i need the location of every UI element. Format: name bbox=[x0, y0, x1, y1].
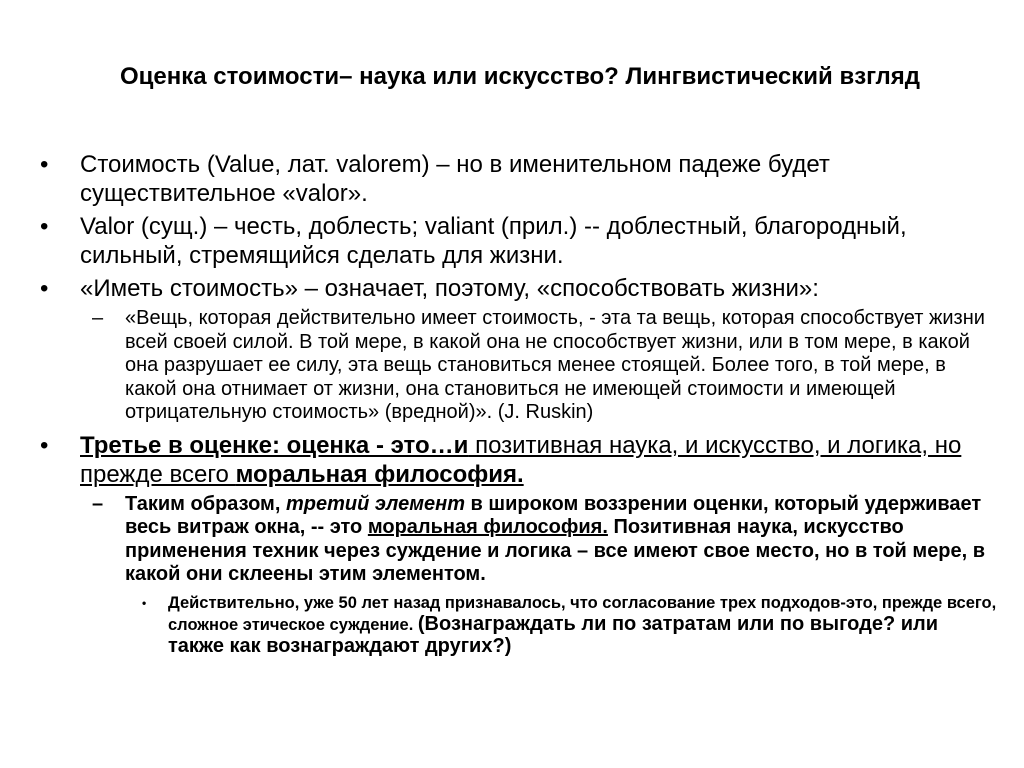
emphasis-moral-philosophy: моральная философия. bbox=[235, 460, 524, 488]
bullet-text bbox=[80, 432, 961, 488]
sub-bullet-ruskin-quote bbox=[0, 307, 995, 425]
bullet-icon: • bbox=[40, 431, 49, 459]
slide-title: Оценка стоимости– наука или искусство? Лингвистический взгляд bbox=[119, 63, 921, 90]
bullet-icon: • bbox=[40, 151, 49, 178]
bullet-text: «Иметь стоимость» – означает, поэтому, «способствовать жизни»: bbox=[80, 275, 819, 302]
emphasis-third-element: третий элемент bbox=[285, 492, 465, 515]
bullet-third-in-valuation bbox=[0, 431, 980, 489]
bullet-icon: • bbox=[40, 275, 49, 302]
quote-text: «Вещь, которая действительно имеет стоимость, - эта та вещь, которая способствует жизни всей своей силой. В той мере, в какой она не способствует жизни, или в том мере, в какой она разрушает ее силу, эта вещь становиться менее стоящей. Более того, в той мере, в какой она отнимает от жизни, она становиться не имеющей стоимости и имеющей отрицательную стоимость» (вредной)». (J. Ruskin) bbox=[125, 307, 985, 423]
emphasis-lead: Третье в оценке: оценка - это…и bbox=[80, 431, 469, 459]
text-question: (Вознаграждать ли по затратам или по выгоде? или также как вознаграждают других?) bbox=[168, 612, 939, 657]
text-middle: в широком воззрении оценки, который удерживает весь витраж окна, -- это bbox=[125, 492, 982, 538]
bullet-valor-meaning bbox=[0, 212, 980, 270]
sub-sub-bullet-50-years bbox=[0, 593, 998, 658]
bullet-to-have-value bbox=[0, 274, 980, 303]
bullet-text: Valor (сущ.) – честь, доблесть; valiant (прил.) -- доблестный, благородный, сильный, стремящийся сделать для жизни. bbox=[80, 213, 907, 269]
bullet-text-middle: позитивная наука, и искусство, и логика, но прежде всего bbox=[80, 431, 962, 488]
text-lead: Таким образом, bbox=[125, 492, 286, 515]
sub-sub-bullet-text bbox=[168, 594, 996, 656]
slide-body bbox=[0, 150, 1024, 658]
dash-icon: – bbox=[92, 492, 104, 515]
sub-bullet-third-element bbox=[0, 493, 995, 587]
text-lead: Действительно, уже 50 лет назад признавалось, что согласование трех подходов-это, прежде всего, сложное этическое суждение. bbox=[168, 593, 997, 634]
bullet-icon: • bbox=[142, 595, 147, 610]
emphasis-moral-philosophy: моральная философия. bbox=[367, 516, 608, 538]
bullet-text: Стоимость (Value, лат. valorem) – но в именительном падеже будет существительное «valor». bbox=[80, 151, 830, 207]
sub-bullet-text bbox=[125, 493, 985, 586]
text-tail: Позитивная наука, искусство применения техник через суждение и логика – все имеют свое место, но в той мере, в какой они склеены этим элементом. bbox=[125, 516, 986, 585]
bullet-icon: • bbox=[40, 213, 49, 240]
bullet-value-etymology bbox=[0, 150, 980, 208]
dash-icon: – bbox=[92, 307, 104, 329]
